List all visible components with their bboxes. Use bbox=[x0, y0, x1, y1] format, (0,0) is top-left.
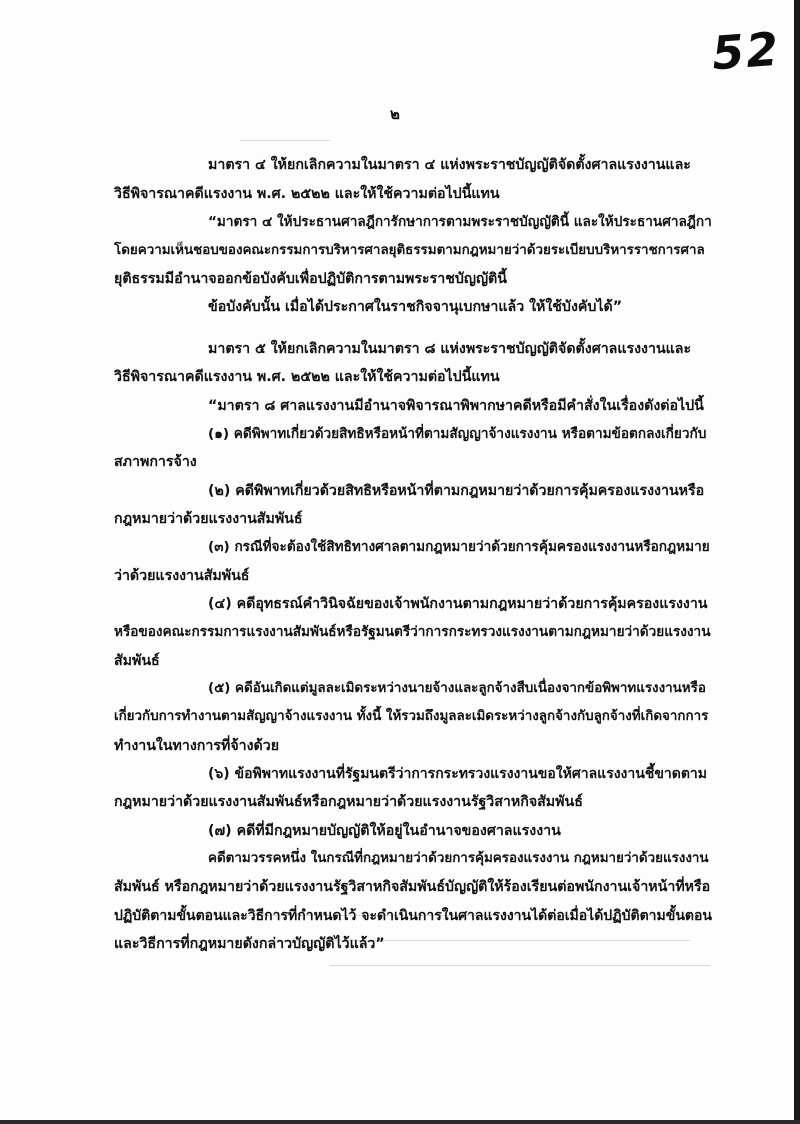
text-line: ว่าด้วยแรงงานสัมพันธ์ bbox=[114, 568, 250, 584]
text-line: (๔) คดีอุทธรณ์คำวินิจฉัยของเจ้าพนักงานตามกฎหมายว่าด้วยการคุ้มครองแรงงาน bbox=[208, 596, 708, 612]
text-line: สภาพการจ้าง bbox=[114, 454, 197, 470]
text-line: หรือของคณะกรรมการแรงงานสัมพันธ์หรือรัฐมนตรีว่าการกระทรวงแรงงานตามกฎหมายว่าด้วยแรงงาน bbox=[114, 624, 711, 640]
text-line: ยุติธรรมมีอำนาจออกข้อบังคับเพื่อปฏิบัติการตามพระราชบัญญัตินี้ bbox=[114, 271, 507, 287]
text-line: (๖) ข้อพิพาทแรงงานที่รัฐมนตรีว่าการกระทรวงแรงงานขอให้ศาลแรงงานชี้ขาดตาม bbox=[208, 766, 708, 782]
text-line: วิธีพิจารณาคดีแรงงาน พ.ศ. ๒๕๒๒ และให้ใช้ความต่อไปนี้แทน bbox=[114, 369, 500, 385]
text-line: กฎหมายว่าด้วยแรงงานสัมพันธ์หรือกฎหมายว่าด้วยแรงงานรัฐวิสาหกิจสัมพันธ์ bbox=[114, 794, 583, 810]
text-line: และวิธีการที่กฎหมายดังกล่าวบัญญัติไว้แล้ว” bbox=[114, 936, 385, 952]
text-line: วิธีพิจารณาคดีแรงงาน พ.ศ. ๒๕๒๒ และให้ใช้ความต่อไปนี้แทน bbox=[114, 186, 500, 202]
text-line: ปฏิบัติตามขั้นตอนและวิธีการที่กำหนดไว้ จะดำเนินการในศาลแรงงานได้ต่อเมื่อได้ปฏิบัติตามขั้นตอน bbox=[114, 908, 712, 924]
text-line: โดยความเห็นชอบของคณะกรรมการบริหารศาลยุติธรรมตามกฎหมายว่าด้วยระเบียบบริหารราชการศาล bbox=[114, 243, 705, 258]
scan-noise bbox=[240, 140, 330, 141]
text-line: (๕) คดีอันเกิดแต่มูลละเมิดระหว่างนายจ้างและลูกจ้างสืบเนื่องจากข้อพิพาทแรงงานหรือ bbox=[208, 681, 706, 696]
text-line: สัมพันธ์ bbox=[114, 653, 160, 669]
text-line: (๒) คดีพิพาทเกี่ยวด้วยสิทธิหรือหน้าที่ตามกฎหมายว่าด้วยการคุ้มครองแรงงานหรือ bbox=[208, 483, 705, 499]
text-line: กฎหมายว่าด้วยแรงงานสัมพันธ์ bbox=[114, 511, 303, 527]
scan-edge-bottom bbox=[0, 1120, 800, 1124]
text-line: คดีตามวรรคหนึ่ง ในกรณีที่กฎหมายว่าด้วยการคุ้มครองแรงงาน กฎหมายว่าด้วยแรงงาน bbox=[208, 851, 709, 866]
text-line: (๗) คดีที่มีกฎหมายบัญญัติให้อยู่ในอำนาจของศาลแรงงาน bbox=[208, 823, 561, 839]
text-line: เกี่ยวกับการทำงานตามสัญญาจ้างแรงงาน ทั้งนี้ ให้รวมถึงมูลละเมิดระหว่างลูกจ้างกับลูกจ้างที่เกิดจากการ bbox=[114, 709, 709, 724]
page-number: ๒ bbox=[390, 105, 400, 123]
text-line: “มาตรา ๔ ให้ประธานศาลฎีการักษาการตามพระราชบัญญัตินี้ และให้ประธานศาลฎีกา bbox=[208, 214, 712, 230]
text-line: (๑) คดีพิพาทเกี่ยวด้วยสิทธิหรือหน้าที่ตามสัญญาจ้างแรงงาน หรือตามข้อตกลงเกี่ยวกับ bbox=[208, 426, 707, 442]
text-line: ทำงานในทางการที่จ้างด้วย bbox=[114, 738, 280, 754]
scan-edge-right bbox=[794, 0, 800, 1124]
text-line: สัมพันธ์ หรือกฎหมายว่าด้วยแรงงานรัฐวิสาหกิจสัมพันธ์บัญญัติให้ร้องเรียนต่อพนักงานเจ้าหน้าที่หรือ bbox=[114, 879, 711, 895]
text-line: (๓) กรณีที่จะต้องใช้สิทธิทางศาลตามกฎหมายว่าด้วยการคุ้มครองแรงงานหรือกฎหมาย bbox=[208, 539, 710, 555]
text-line: ข้อบังคับนั้น เมื่อได้ประกาศในราชกิจจานุเบกษาแล้ว ให้ใช้บังคับได้” bbox=[208, 299, 623, 315]
scan-noise bbox=[330, 965, 710, 966]
text-line: มาตรา ๕ ให้ยกเลิกความในมาตรา ๘ แห่งพระราชบัญญัติจัดตั้งศาลแรงงานและ bbox=[208, 341, 692, 357]
text-line: มาตรา ๔ ให้ยกเลิกความในมาตรา ๔ แห่งพระราชบัญญัติจัดตั้งศาลแรงงานและ bbox=[208, 157, 691, 173]
text-line: “มาตรา ๘ ศาลแรงงานมีอำนาจพิจารณาพิพากษาคดีหรือมีคำสั่งในเรื่องดังต่อไปนี้ bbox=[208, 398, 704, 414]
handwritten-page-number: 52 bbox=[710, 21, 782, 81]
